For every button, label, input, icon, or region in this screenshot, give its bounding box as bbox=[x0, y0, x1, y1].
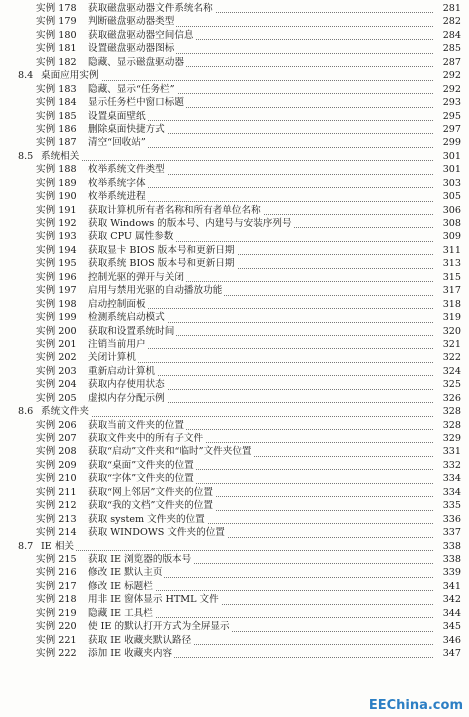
entry-title: 显示任务栏中窗口标题 bbox=[88, 97, 184, 109]
section-number: 8.7 bbox=[18, 540, 34, 552]
entry-title: 获取磁盘驱动器空间信息 bbox=[88, 29, 194, 41]
entry-title: 隐藏、显示“任务栏” bbox=[88, 83, 175, 95]
entry-title: 控制光驱的弹开与关闭 bbox=[88, 271, 184, 283]
page-number: 342 bbox=[442, 594, 461, 606]
dot-leader bbox=[41, 537, 433, 551]
entry-title: 获取显卡 BIOS 版本号和更新日期 bbox=[88, 244, 235, 256]
page-number: 317 bbox=[442, 285, 461, 297]
page-number: 331 bbox=[442, 446, 461, 458]
entry-title: 获取 IE 收藏夹默认路径 bbox=[88, 634, 192, 646]
entry-number: 实例 185 bbox=[36, 110, 77, 122]
page-number: 326 bbox=[442, 392, 461, 404]
entry-title: 获取 CPU 属性参数 bbox=[88, 231, 174, 243]
page-number: 325 bbox=[442, 379, 461, 391]
page-number: 328 bbox=[442, 419, 461, 431]
page-number: 306 bbox=[442, 204, 461, 216]
entry-number: 实例 178 bbox=[36, 3, 77, 14]
entry-title: 隐藏、显示磁盘驱动器 bbox=[88, 56, 184, 68]
entry-number: 实例 182 bbox=[36, 56, 77, 68]
entry-title: 获取“启动”文件夹和“临时”文件夹位置 bbox=[88, 446, 252, 458]
entry-number: 实例 217 bbox=[36, 580, 77, 592]
page-number: 339 bbox=[442, 567, 461, 579]
page-number: 344 bbox=[442, 607, 461, 619]
section-number: 8.6 bbox=[18, 406, 34, 418]
page-number: 282 bbox=[442, 16, 461, 28]
entry-number: 实例 196 bbox=[36, 271, 77, 283]
watermark-logo: EEChina.com bbox=[368, 698, 463, 713]
entry-number: 实例 180 bbox=[36, 29, 77, 41]
dot-leader bbox=[41, 147, 433, 161]
entry-title: 使 IE 的默认打开方式为全屏显示 bbox=[88, 621, 230, 633]
entry-number: 实例 199 bbox=[36, 312, 77, 324]
entry-title: 隐藏 IE 工具栏 bbox=[88, 607, 153, 619]
entry-title: 启动控制面板 bbox=[88, 298, 146, 310]
entry-number: 实例 200 bbox=[36, 325, 77, 337]
page-number: 315 bbox=[442, 271, 461, 283]
page-number: 285 bbox=[442, 43, 461, 55]
page-number: 329 bbox=[442, 433, 461, 444]
entry-number: 实例 215 bbox=[36, 553, 77, 565]
entry-number: 实例 216 bbox=[36, 567, 77, 579]
page-number: 313 bbox=[442, 258, 461, 270]
page-number: 341 bbox=[442, 580, 461, 592]
page-number: 338 bbox=[442, 553, 461, 565]
section-number: 8.5 bbox=[18, 150, 34, 162]
section-title: 系统文件夹 bbox=[41, 406, 89, 418]
entry-title: 获取 system 文件夹的位置 bbox=[88, 513, 205, 525]
entry-number: 实例 214 bbox=[36, 527, 77, 539]
entry-title: 注销当前用户 bbox=[88, 338, 146, 350]
entry-title: 关闭计算机 bbox=[88, 352, 136, 364]
entry-title: 获取“我的文档”文件夹的位置 bbox=[88, 500, 213, 512]
entry-title: 获取磁盘驱动器文件系统名称 bbox=[88, 3, 213, 14]
entry-number: 实例 221 bbox=[36, 634, 77, 646]
entry-title: 枚举系统进程 bbox=[88, 191, 146, 203]
entry-number: 实例 183 bbox=[36, 83, 77, 95]
entry-title: 获取和设置系统时间 bbox=[88, 325, 175, 337]
entry-title: 清空“回收站” bbox=[88, 137, 146, 149]
page-number: 322 bbox=[442, 352, 461, 364]
page-number: 309 bbox=[442, 231, 461, 243]
entry-number: 实例 195 bbox=[36, 258, 77, 270]
page-number: 335 bbox=[442, 500, 461, 512]
entry-number: 实例 204 bbox=[36, 379, 77, 391]
page-number: 328 bbox=[442, 406, 461, 418]
page-number: 281 bbox=[442, 3, 461, 14]
page-number: 303 bbox=[442, 177, 461, 189]
page-number: 305 bbox=[442, 191, 461, 203]
entry-title: 获取内存使用状态 bbox=[88, 379, 165, 391]
table-of-contents bbox=[0, 2, 469, 660]
entry-number: 实例 190 bbox=[36, 191, 77, 203]
entry-title: 用非 IE 窗体显示 HTML 文件 bbox=[88, 594, 219, 606]
page-number: 337 bbox=[442, 527, 461, 539]
entry-title: 重新启动计算机 bbox=[88, 365, 156, 377]
page-number: 293 bbox=[442, 97, 461, 109]
entry-title: 获取文件夹中的所有子文件 bbox=[88, 433, 204, 444]
dot-leader bbox=[88, 348, 433, 362]
entry-number: 实例 210 bbox=[36, 473, 77, 485]
entry-title: 获取 WINDOWS 文件夹的位置 bbox=[88, 527, 225, 539]
page-number: 345 bbox=[442, 621, 461, 633]
section-number: 8.4 bbox=[18, 70, 34, 82]
entry-number: 实例 189 bbox=[36, 177, 77, 189]
entry-title: 设置桌面壁纸 bbox=[88, 110, 146, 122]
page-number: 334 bbox=[442, 486, 461, 498]
entry-title: 获取“网上邻居”文件夹的位置 bbox=[88, 486, 213, 498]
entry-number: 实例 203 bbox=[36, 365, 77, 377]
entry-title: 获取“桌面”文件夹的位置 bbox=[88, 459, 194, 471]
page-number: 347 bbox=[442, 648, 461, 659]
page-number: 320 bbox=[442, 325, 461, 337]
entry-title: 获取“字体”文件夹的位置 bbox=[88, 473, 194, 485]
entry-number: 实例 202 bbox=[36, 352, 77, 364]
page-number: 319 bbox=[442, 312, 461, 324]
entry-title: 虚拟内存分配示例 bbox=[88, 392, 165, 404]
entry-number: 实例 187 bbox=[36, 137, 77, 149]
entry-title: 判断磁盘驱动器类型 bbox=[88, 16, 175, 28]
entry-number: 实例 197 bbox=[36, 285, 77, 297]
entry-number: 实例 205 bbox=[36, 392, 77, 404]
page-number: 332 bbox=[442, 459, 461, 471]
entry-title: 设置磁盘驱动器图标 bbox=[88, 43, 175, 55]
entry-number: 实例 184 bbox=[36, 97, 77, 109]
entry-number: 实例 193 bbox=[36, 231, 77, 243]
entry-number: 实例 192 bbox=[36, 218, 77, 229]
entry-number: 实例 222 bbox=[36, 648, 77, 659]
entry-number: 实例 219 bbox=[36, 607, 77, 619]
entry-title: 枚举系统文件类型 bbox=[88, 164, 165, 176]
dot-leader bbox=[41, 402, 433, 416]
page-number: 318 bbox=[442, 298, 461, 310]
page-number: 311 bbox=[442, 244, 461, 256]
entry-title: 检测系统启动模式 bbox=[88, 312, 165, 324]
page-number: 295 bbox=[442, 110, 461, 122]
page-number: 297 bbox=[442, 123, 461, 135]
page-number: 336 bbox=[442, 513, 461, 525]
entry-title: 删除桌面快捷方式 bbox=[88, 123, 165, 135]
page-number: 301 bbox=[442, 150, 461, 162]
page-number: 334 bbox=[442, 473, 461, 485]
page-number: 338 bbox=[442, 540, 461, 552]
section-title: IE 相关 bbox=[41, 540, 75, 552]
entry-number: 实例 211 bbox=[36, 486, 77, 498]
page-number: 346 bbox=[442, 634, 461, 646]
entry-title: 获取 IE 浏览器的版本号 bbox=[88, 553, 192, 565]
entry-title: 获取当前文件夹的位置 bbox=[88, 419, 184, 431]
page-number: 324 bbox=[442, 365, 461, 377]
page-number: 292 bbox=[442, 70, 461, 82]
entry-number: 实例 208 bbox=[36, 446, 77, 458]
section-title: 系统相关 bbox=[41, 150, 80, 162]
entry-title: 修改 IE 默认主页 bbox=[88, 567, 163, 579]
entry-number: 实例 191 bbox=[36, 204, 77, 216]
page-number: 308 bbox=[442, 218, 461, 229]
entry-title: 获取计算机所有者名称和所有者单位名称 bbox=[88, 204, 261, 216]
entry-number: 实例 194 bbox=[36, 244, 77, 256]
entry-number: 实例 181 bbox=[36, 43, 77, 55]
section-title: 桌面应用实例 bbox=[41, 70, 99, 82]
entry-title: 启用与禁用光驱的自动播放功能 bbox=[88, 285, 223, 297]
page-number: 321 bbox=[442, 338, 461, 350]
entry-number: 实例 206 bbox=[36, 419, 77, 431]
page-number: 284 bbox=[442, 29, 461, 41]
page-number: 287 bbox=[442, 56, 461, 68]
entry-number: 实例 188 bbox=[36, 164, 77, 176]
entry-number: 实例 220 bbox=[36, 621, 77, 633]
entry-title: 获取系统 BIOS 版本号和更新日期 bbox=[88, 258, 235, 270]
entry-number: 实例 201 bbox=[36, 338, 77, 350]
entry-title: 添加 IE 收藏夹内容 bbox=[88, 648, 173, 659]
entry-number: 实例 212 bbox=[36, 500, 77, 512]
entry-number: 实例 186 bbox=[36, 123, 77, 135]
page-number: 299 bbox=[442, 137, 461, 149]
entry-number: 实例 179 bbox=[36, 16, 77, 28]
page-number: 292 bbox=[442, 83, 461, 95]
page-number: 301 bbox=[442, 164, 461, 176]
entry-number: 实例 213 bbox=[36, 513, 77, 525]
entry-number: 实例 207 bbox=[36, 433, 77, 444]
entry-title: 修改 IE 标题栏 bbox=[88, 580, 153, 592]
entry-number: 实例 218 bbox=[36, 594, 77, 606]
entry-title: 枚举系统字体 bbox=[88, 177, 146, 189]
entry-title: 获取 Windows 的版本号、内建号与安装序列号 bbox=[88, 218, 292, 229]
toc-entry-row bbox=[0, 647, 469, 660]
entry-number: 实例 209 bbox=[36, 459, 77, 471]
entry-number: 实例 198 bbox=[36, 298, 77, 310]
